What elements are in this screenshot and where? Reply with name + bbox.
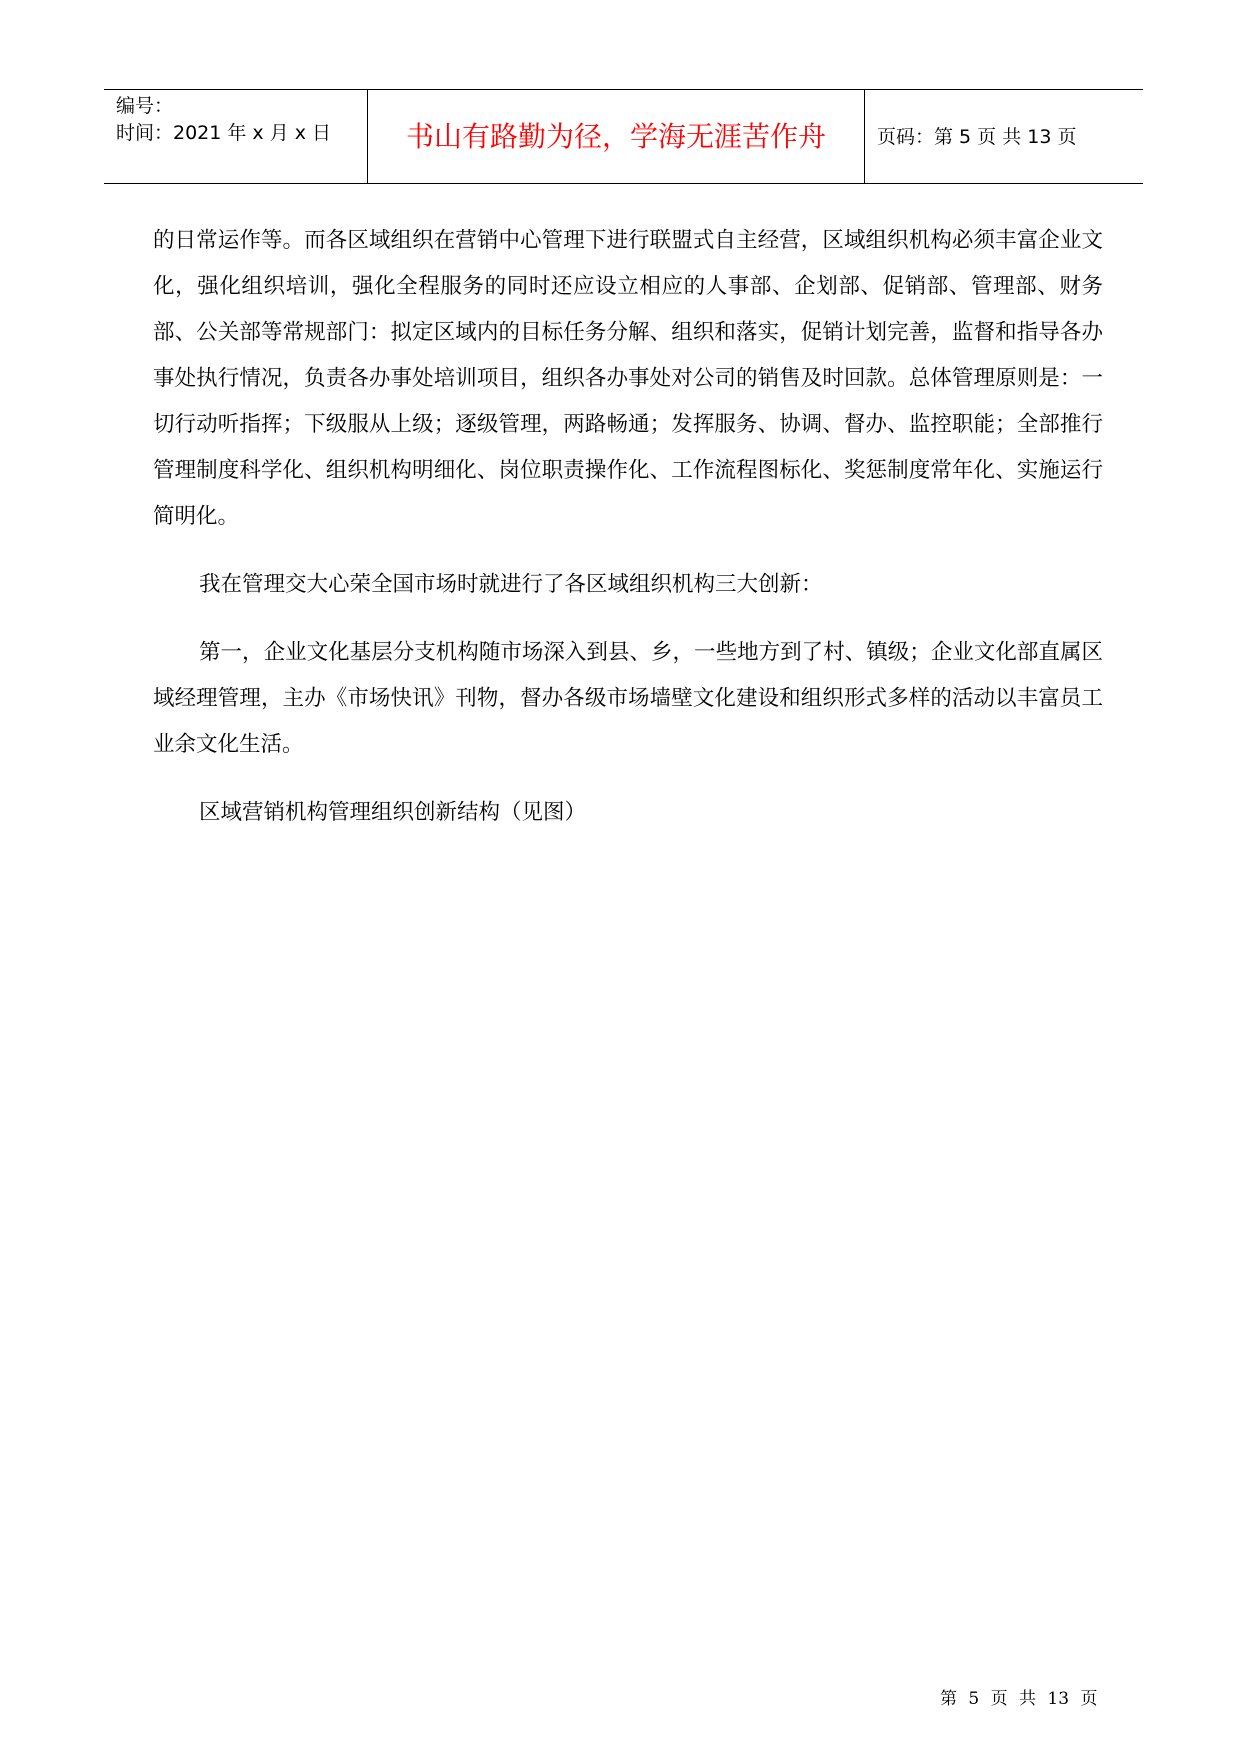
header-motto-cell — [368, 90, 865, 183]
header-motto: 书山有路勤为径，学海无涯苦作舟 — [405, 120, 826, 153]
header-page-number: 页码：第 5 页 共 13 页 — [877, 126, 1077, 148]
document-number-label: 编号： — [116, 95, 174, 117]
body-paragraph: 我在管理交大心荣全国市场时就进行了各区域组织机构三大创新： — [199, 572, 823, 597]
body-paragraph: 区域营销机构管理组织创新结构（见图） — [199, 800, 587, 825]
document-body — [153, 218, 1103, 836]
body-paragraph: 第一，企业文化基层分支机构随市场深入到县、乡，一些地方到了村、镇级；企业文化部直属区域经理管理，主办《市场快讯》刊物，督办各级市场墙壁文化建设和组织形式多样的活动以丰富员工业余文化生活。 — [153, 640, 1103, 757]
header-info-cell — [104, 90, 368, 183]
page-footer: 第 5 页 共 13 页 — [940, 1689, 1098, 1709]
page-header — [104, 89, 1143, 184]
body-paragraph: 的日常运作等。而各区域组织在营销中心管理下进行联盟式自主经营，区域组织机构必须丰富企业文化，强化组织培训，强化全程服务的同时还应设立相应的人事部、企划部、促销部、管理部、财务部、公关部等常规部门：拟定区域内的目标任务分解、组织和落实，促销计划完善，监督和指导各办事处执行情况，负责各办事处培训项目，组织各办事处对公司的销售及时回款。总体管理原则是：一切行动听指挥；下级服从上级；逐级管理，两路畅通；发挥服务、协调、督办、监控职能；全部推行管理制度科学化、组织机构明细化、岗位职责操作化、工作流程图标化、奖惩制度常年化、实施运行简明化。 — [153, 228, 1103, 529]
document-time-label: 时间：2021 年 x 月 x 日 — [116, 122, 332, 144]
header-page-cell — [865, 90, 1143, 183]
